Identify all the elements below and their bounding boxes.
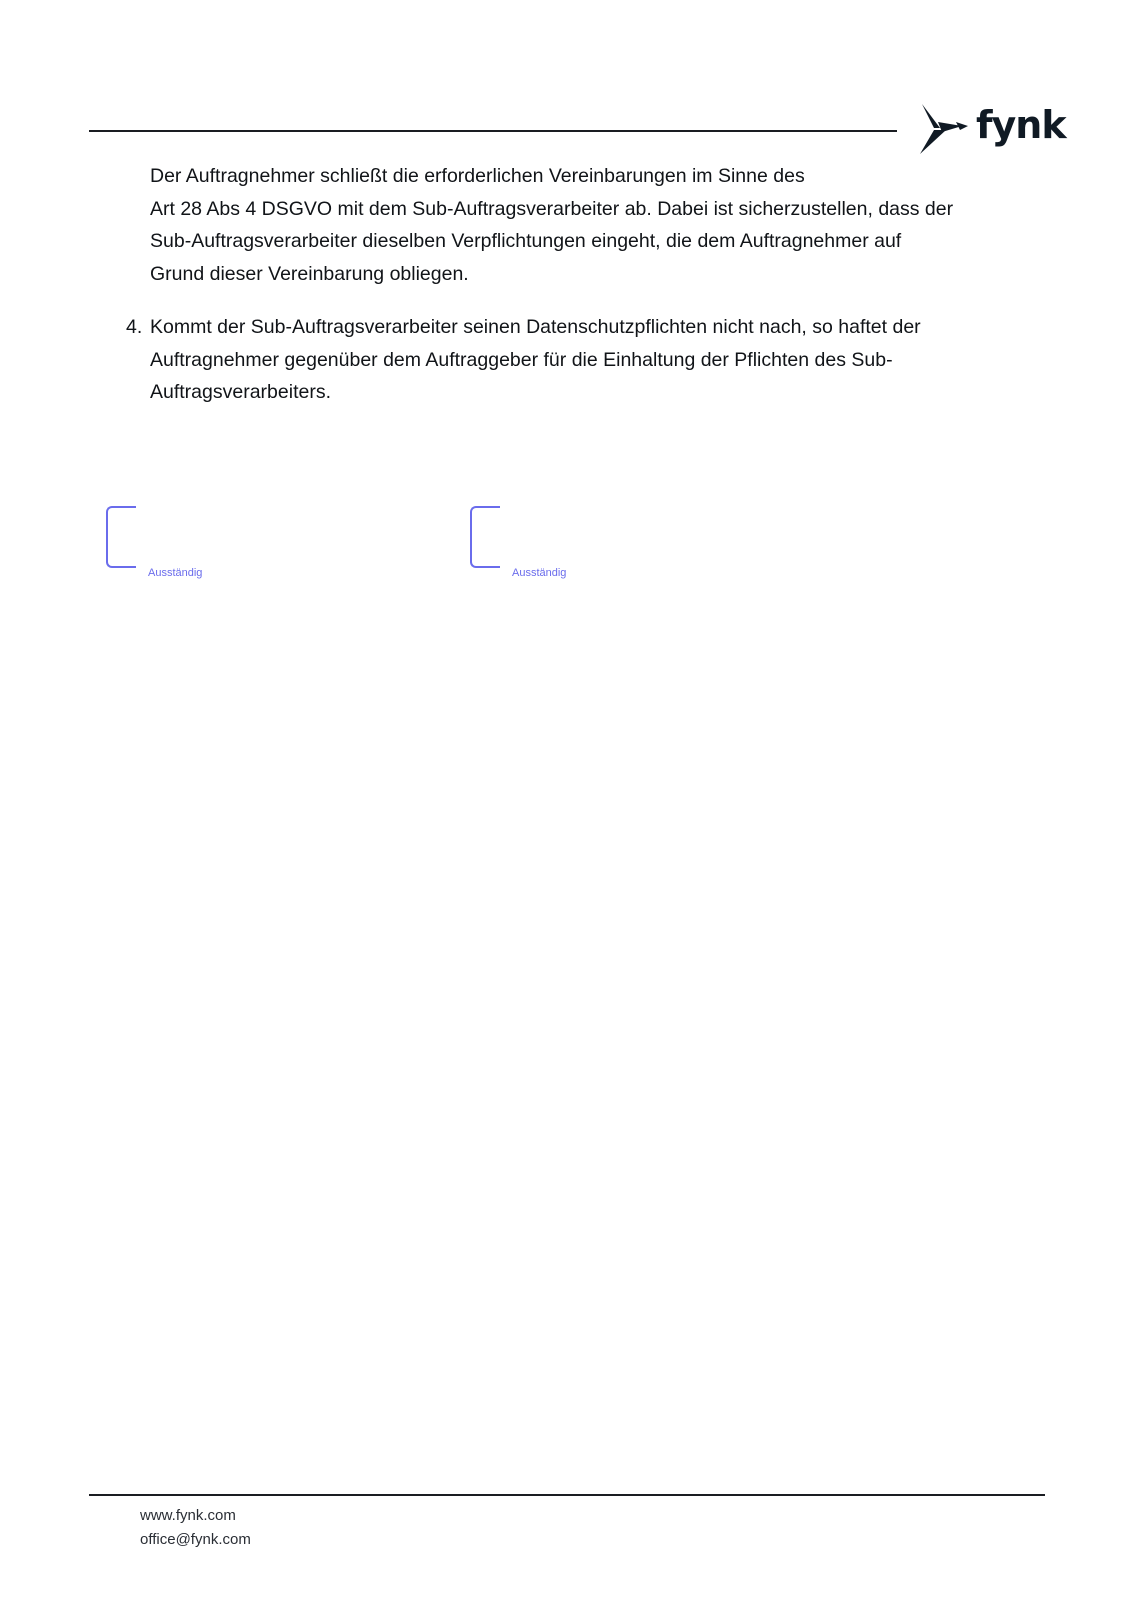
list-item-line: Kommt der Sub-Auftragsverarbeiter seinen Datenschutzpflichten nicht nach, so haftet der: [150, 316, 921, 338]
list-item-line: Auftragsverarbeiters.: [150, 381, 331, 403]
bird-logo-icon: [920, 104, 976, 156]
signature-status: Ausständig: [148, 567, 203, 579]
footer-divider: [89, 1494, 1045, 1496]
list-number: 4.: [126, 316, 143, 338]
signature-bracket: [470, 506, 500, 568]
paragraph-line: Sub-Auftragsverarbeiter dieselben Verpflichtungen eingeht, die dem Auftragnehmer auf: [150, 230, 902, 252]
footer-website[interactable]: www.fynk.com: [140, 1507, 236, 1524]
continued-paragraph: [150, 160, 1050, 290]
paragraph-line: Art 28 Abs 4 DSGVO mit dem Sub-Auftragsverarbeiter ab. Dabei ist sicherzustellen, dass der: [150, 197, 954, 220]
list-item-line: Auftragnehmer gegenüber dem Auftraggeber für die Einhaltung der Pflichten des Sub-: [150, 348, 893, 371]
paragraph-line: Grund dieser Vereinbarung obliegen.: [150, 262, 469, 285]
signature-status: Ausständig: [512, 567, 567, 579]
logo-wordmark: fynk: [976, 103, 1066, 147]
footer: [140, 1504, 251, 1552]
footer-email[interactable]: office@fynk.com: [140, 1531, 251, 1548]
paragraph-line: Der Auftragnehmer schließt die erforderlichen Vereinbarungen im Sinne des: [150, 165, 805, 187]
fynk-logo: [920, 103, 1066, 160]
list-item-text: [150, 311, 1050, 409]
signature-field-left[interactable]: [106, 506, 346, 586]
signature-bracket: [106, 506, 136, 568]
signature-field-right[interactable]: [470, 506, 710, 586]
header-divider: [89, 130, 897, 132]
